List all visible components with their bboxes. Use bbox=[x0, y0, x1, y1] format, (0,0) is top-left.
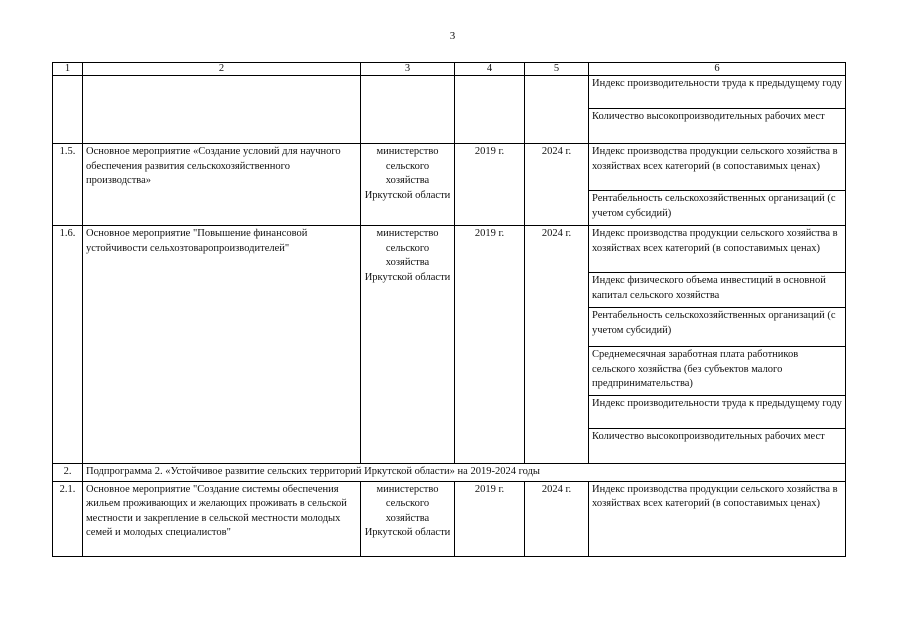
event-cell bbox=[83, 76, 361, 144]
page-number: 3 bbox=[449, 30, 456, 42]
start-year-cell bbox=[455, 76, 525, 144]
executor-cell: министерство сельского хозяйства Иркутской области bbox=[361, 481, 455, 556]
row-number-cell: 1.5. bbox=[53, 144, 83, 226]
executor-cell bbox=[361, 76, 455, 144]
header-row bbox=[53, 63, 846, 76]
program-table bbox=[52, 62, 846, 557]
header-cell: 6 bbox=[589, 63, 846, 76]
header-cell: 5 bbox=[525, 63, 589, 76]
indicator-cell: Индекс производительности труда к предыдущему году bbox=[589, 396, 846, 429]
event-cell: Основное мероприятие «Создание условий для научного обеспечения развития сельскохозяйственного производства» bbox=[83, 144, 361, 226]
indicator-cell: Индекс производительности труда к предыдущему году bbox=[589, 76, 846, 109]
subprogram-title: Подпрограмма 2. «Устойчивое развитие сельских территорий Иркутской области» на 2019-2024 годы bbox=[83, 464, 846, 482]
row-number-cell bbox=[53, 76, 83, 144]
end-year-cell bbox=[525, 76, 589, 144]
indicator-cell: Количество высокопроизводительных рабочих мест bbox=[589, 109, 846, 144]
row-number-cell: 2.1. bbox=[53, 481, 83, 556]
table-row bbox=[53, 144, 846, 191]
start-year-cell: 2019 г. bbox=[455, 144, 525, 226]
indicator-cell: Индекс производства продукции сельского хозяйства в хозяйствах всех категорий (в сопоставимых ценах) bbox=[589, 481, 846, 556]
table-row bbox=[53, 226, 846, 273]
start-year-cell: 2019 г. bbox=[455, 481, 525, 556]
header-cell: 3 bbox=[361, 63, 455, 76]
subprogram-row bbox=[53, 464, 846, 482]
executor-cell: министерство сельского хозяйства Иркутской области bbox=[361, 226, 455, 464]
header-cell: 4 bbox=[455, 63, 525, 76]
indicator-cell: Рентабельность сельскохозяйственных организаций (с учетом субсидий) bbox=[589, 308, 846, 347]
start-year-cell: 2019 г. bbox=[455, 226, 525, 464]
end-year-cell: 2024 г. bbox=[525, 144, 589, 226]
indicator-cell: Среднемесячная заработная плата работников сельского хозяйства (без субъектов малого предпринимательства) bbox=[589, 347, 846, 396]
indicator-cell: Индекс физического объема инвестиций в основной капитал сельского хозяйства bbox=[589, 273, 846, 308]
header-cell: 1 bbox=[53, 63, 83, 76]
indicator-cell: Количество высокопроизводительных рабочих мест bbox=[589, 429, 846, 464]
event-cell: Основное мероприятие "Создание системы обеспечения жильем проживающих и желающих проживать в сельской местности и закрепление в сельской местности молодых семей и молодых специалистов" bbox=[83, 481, 361, 556]
end-year-cell: 2024 г. bbox=[525, 226, 589, 464]
indicator-cell: Рентабельность сельскохозяйственных организаций (с учетом субсидий) bbox=[589, 191, 846, 226]
row-number-cell: 1.6. bbox=[53, 226, 83, 464]
table-row bbox=[53, 481, 846, 556]
table-row bbox=[53, 76, 846, 109]
event-cell: Основное мероприятие "Повышение финансовой устойчивости сельхозтоваропроизводителей" bbox=[83, 226, 361, 464]
row-number-cell: 2. bbox=[53, 464, 83, 482]
indicator-cell: Индекс производства продукции сельского хозяйства в хозяйствах всех категорий (в сопоставимых ценах) bbox=[589, 144, 846, 191]
end-year-cell: 2024 г. bbox=[525, 481, 589, 556]
executor-cell: министерство сельского хозяйства Иркутской области bbox=[361, 144, 455, 226]
header-cell: 2 bbox=[83, 63, 361, 76]
indicator-cell: Индекс производства продукции сельского хозяйства в хозяйствах всех категорий (в сопоставимых ценах) bbox=[589, 226, 846, 273]
